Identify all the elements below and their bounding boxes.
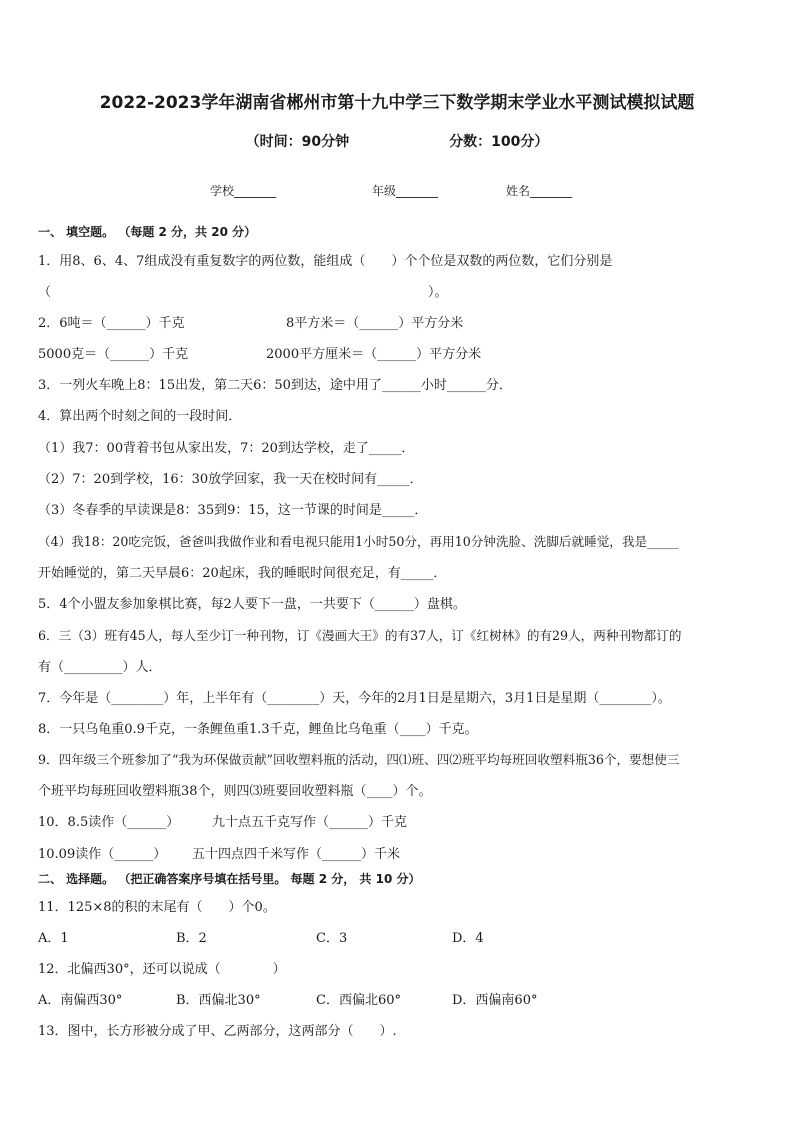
- question-4-part-3: （3）冬春季的早读课是8：35到9：15，这一节课的时间是_____．: [38, 503, 428, 518]
- section-1-heading: 一、 填空题。 （每题 2 分，共 20 分）: [38, 225, 257, 239]
- question-10-item-1: 10．8.5读作（______）: [38, 815, 180, 830]
- grade-field: 年级_______: [372, 184, 439, 198]
- question-1-line-1: 1．用8、6、4、7组成没有重复数字的两位数，能组成（ ）个个位是双数的两位数，它们分别是: [38, 254, 613, 269]
- question-2-item-1: 2．6吨＝（______）千克: [38, 316, 185, 331]
- question-4-part-4-line-2: 开始睡觉的，第二天早晨6：20起床，我的睡眠时间很充足，有_____．: [38, 566, 447, 581]
- question-2-item-3: 5000克＝（______）千克: [38, 347, 189, 362]
- question-8: 8．一只乌龟重0.9千克，一条鲤鱼重1.3千克，鲤鱼比乌龟重（____）千克。: [38, 722, 478, 737]
- question-1-line-2: （ ）。: [38, 285, 448, 300]
- question-4-part-4-line-1: （4）我18：20吃完饭，爸爸叫我做作业和看电视只能用1小时50分，再用10分钟洗脸、洗脚后就睡觉，我是_____: [38, 534, 679, 549]
- question-4: 4．算出两个时刻之间的一段时间．: [38, 409, 242, 424]
- question-11-option-b: B．2: [176, 931, 207, 946]
- question-6-line-1: 6．三（3）班有45人，每人至少订一种刊物，订《漫画大王》的有37人，订《红树林》的有29人，两种刊物都订的: [38, 628, 682, 643]
- question-2-item-4: 2000平方厘米＝（______）平方分米: [266, 347, 482, 362]
- question-10-item-3: 10.09读作（______）: [38, 847, 167, 862]
- question-7: 7．今年是（________）年，上半年有（________）天，今年的2月1日是星期六，3月1日是星期（________）。: [38, 691, 671, 706]
- school-field: 学校_______: [210, 184, 277, 198]
- question-11: 11．125×8的积的末尾有（ ）个0。: [38, 900, 276, 915]
- question-5: 5．4个小盟友参加象棋比赛，每2人要下一盘，一共要下（______）盘棋。: [38, 597, 466, 612]
- question-3: 3．一列火车晚上8：15出发，第二天6：50到达，途中用了______小时______分．: [38, 378, 512, 393]
- question-12: 12．北偏西30°，还可以说成（ ）: [38, 962, 286, 977]
- name-field: 姓名_______: [506, 184, 573, 198]
- question-12-option-d: D．西偏南60°: [452, 993, 538, 1008]
- question-11-option-a: A．1: [38, 931, 69, 946]
- exam-time-score: [0, 131, 794, 151]
- section-2-heading: 二、 选择题。 （把正确答案序号填在括号里。 每题 2 分， 共 10 分）: [38, 872, 421, 886]
- question-9-line-1: 9．四年级三个班参加了“我为环保做贡献”回收塑料瓶的活动，四⑴班、四⑵班平均每班回收塑料瓶36个，要想使三: [38, 752, 680, 767]
- question-4-part-2: （2）7：20到学校，16：30放学回家，我一天在校时间有_____．: [38, 472, 423, 487]
- question-12-option-a: A．南偏西30°: [38, 993, 123, 1008]
- exam-title: 2022-2023学年湖南省郴州市第十九中学三下数学期末学业水平测试模拟试题: [99, 93, 695, 113]
- question-13: 13．图中，长方形被分成了甲、乙两部分，这两部分（ ）.: [38, 1024, 397, 1039]
- question-9-line-2: 个班平均每班回收塑料瓶38个，则四⑶班要回收塑料瓶（____）个。: [38, 784, 432, 799]
- question-10-item-2: 九十点五千克写作（______）千克: [212, 815, 408, 830]
- question-11-option-c: C．3: [316, 931, 348, 946]
- question-12-option-b: B．西偏北30°: [176, 993, 261, 1008]
- exam-score: 分数：100分）: [449, 134, 549, 150]
- question-2-item-2: 8平方米＝（______）平方分米: [286, 316, 464, 331]
- question-11-option-d: D．4: [452, 931, 484, 946]
- question-10-item-4: 五十四点四千米写作（______）千米: [192, 847, 401, 862]
- exam-time: （时间：90分钟: [245, 134, 350, 150]
- question-4-part-1: （1）我7：00背着书包从家出发，7：20到达学校，走了_____．: [38, 441, 415, 456]
- question-6-line-2: 有（_________）人．: [38, 660, 162, 675]
- question-12-option-c: C．西偏北60°: [316, 993, 401, 1008]
